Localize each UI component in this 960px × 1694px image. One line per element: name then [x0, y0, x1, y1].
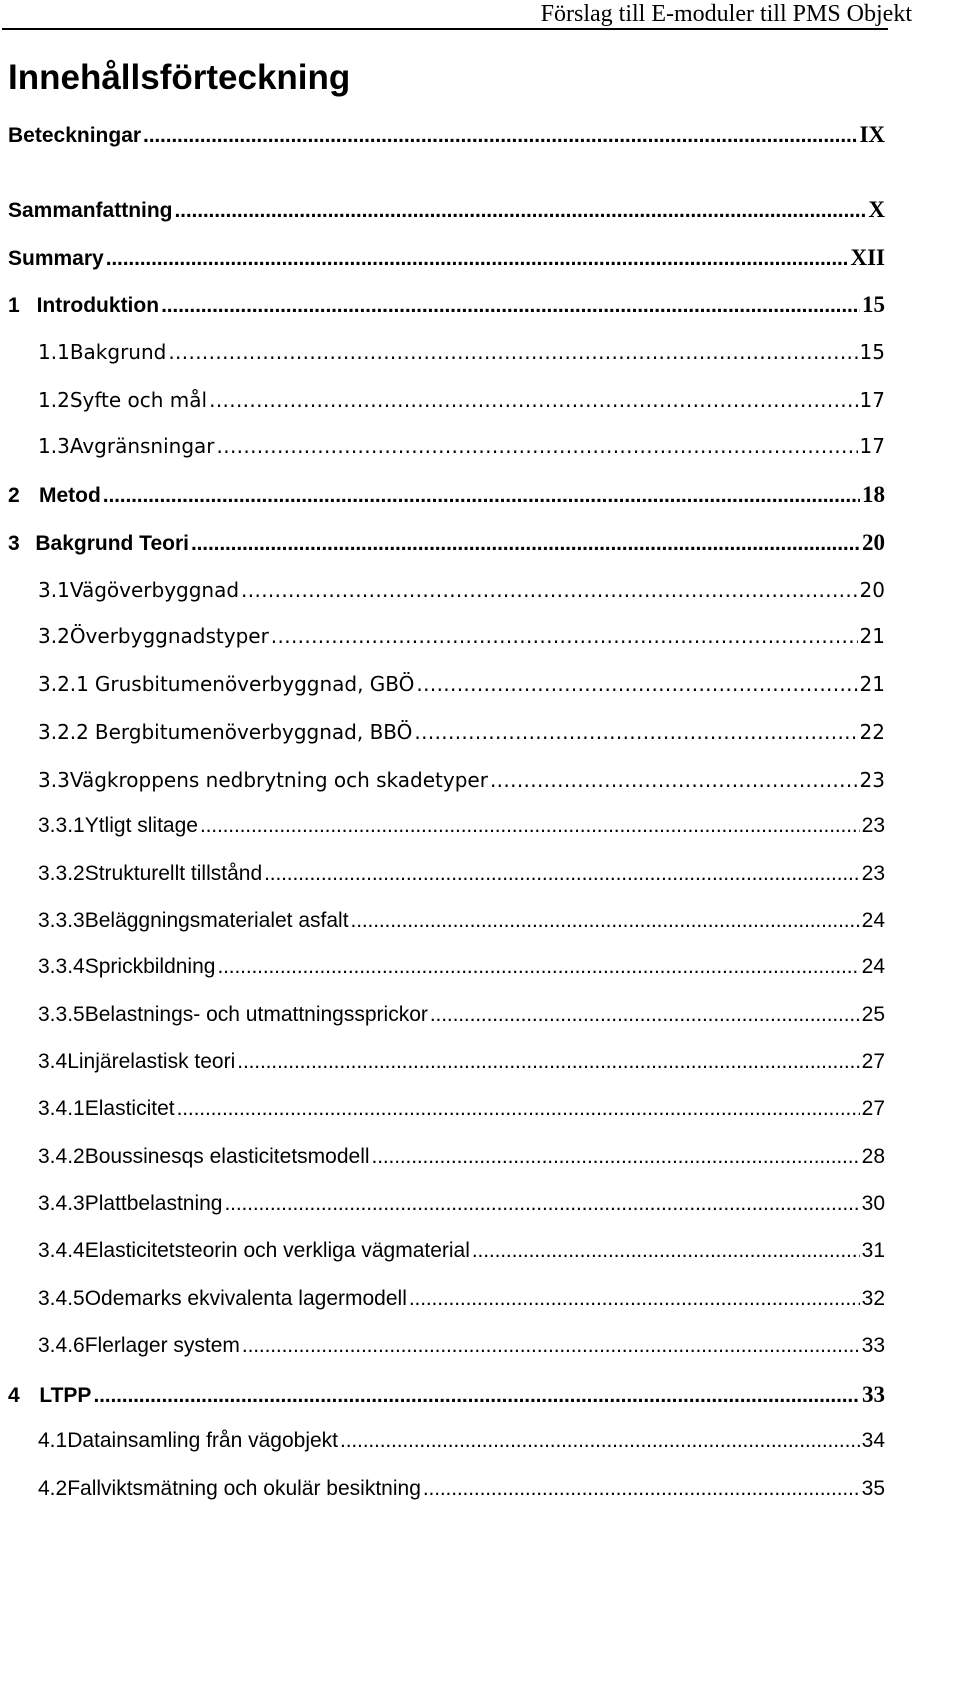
toc-entry-beteckningar[interactable] [0, 122, 885, 156]
toc-entry-3-4-2[interactable] [0, 1145, 885, 1179]
dot-leader [177, 1097, 860, 1121]
toc-entry-chapter-3[interactable] [0, 530, 885, 564]
toc-entry-page: 25 [861, 1003, 885, 1026]
toc-entry-title: Vägöverbyggnad [69, 578, 240, 602]
toc-entry-number: 3.3.4 [38, 955, 85, 978]
toc-entry-1-3[interactable] [0, 434, 885, 468]
toc-entry-number: 1.3 [38, 434, 70, 458]
dot-leader [175, 199, 867, 223]
toc-entry-page: 32 [861, 1287, 885, 1310]
toc-entry-sammanfattning[interactable] [0, 197, 885, 231]
dot-leader [103, 484, 860, 508]
dot-leader [372, 1145, 860, 1169]
dot-leader [472, 1239, 860, 1263]
toc-entry-number: 1.2 [38, 388, 70, 412]
toc-entry-page: 33 [861, 1334, 885, 1357]
toc-entry-number: 3.3.1 [38, 814, 85, 837]
toc-entry-page: 24 [861, 909, 885, 932]
toc-entry-3-2-1[interactable] [0, 672, 885, 706]
toc-entry-title: Metod [38, 484, 101, 507]
toc-entry-page: 20 [859, 578, 885, 602]
dot-leader [430, 1003, 860, 1027]
toc-entry-title: Ytligt slitage [84, 814, 198, 837]
toc-entry-number: 4 [8, 1384, 20, 1407]
toc-entry-chapter-4[interactable] [0, 1382, 885, 1416]
dot-leader [93, 1384, 860, 1408]
dot-leader [409, 1287, 860, 1311]
toc-entry-3-1[interactable] [0, 578, 885, 612]
toc-entry-1-1[interactable] [0, 340, 885, 374]
toc-entry-page: IX [859, 122, 885, 147]
toc-entry-chapter-2[interactable] [0, 482, 885, 516]
toc-entry-page: 21 [859, 624, 885, 648]
toc-entry-title: Datainsamling från vägobjekt [67, 1429, 339, 1452]
toc-entry-3-3-3[interactable] [0, 909, 885, 943]
dot-leader [209, 388, 857, 412]
toc-entry-title: Fallviktsmätning och okulär besiktning [67, 1477, 421, 1500]
dot-leader [161, 294, 860, 318]
toc-entry-title: Syfte och mål [69, 388, 208, 412]
toc-entry-3-4-1[interactable] [0, 1097, 885, 1131]
toc-entry-title: Elasticitetsteorin och verkliga vägmaterial [84, 1239, 470, 1262]
toc-entry-page: 17 [859, 388, 885, 412]
toc-entry-3-4-6[interactable] [0, 1334, 885, 1368]
toc-entry-number: 3.4.6 [38, 1334, 85, 1357]
toc-entry-title: Introduktion [36, 294, 160, 317]
toc-entry-number: 3.4.5 [38, 1287, 85, 1310]
toc-entry-page: 23 [861, 862, 885, 885]
toc-entry-title: Bergbitumenöverbyggnad, BBÖ [94, 720, 413, 744]
dot-leader [264, 862, 860, 886]
page-title: Innehållsförteckning [8, 58, 351, 97]
toc-entry-page: 18 [862, 482, 885, 507]
dot-leader [224, 1192, 859, 1216]
toc-entry-number: 3.2.2 [38, 720, 89, 744]
dot-leader [351, 909, 860, 933]
toc-entry-number: 3.1 [38, 578, 70, 602]
toc-entry-3-3-5[interactable] [0, 1003, 885, 1037]
toc-entry-title: Grusbitumenöverbyggnad, GBÖ [94, 672, 415, 696]
toc-entry-page: 31 [861, 1239, 885, 1262]
toc-entry-page: X [868, 197, 885, 222]
toc-entry-title: Sammanfattning [8, 199, 173, 222]
toc-entry-page: 15 [859, 340, 885, 364]
toc-entry-title: Boussinesqs elasticitetsmodell [84, 1145, 370, 1168]
dot-leader [271, 624, 858, 648]
toc-entry-3-4-4[interactable] [0, 1239, 885, 1273]
toc-entry-title: Flerlager system [84, 1334, 240, 1357]
toc-entry-number: 2 [8, 484, 20, 507]
dot-leader [191, 532, 860, 556]
toc-entry-4-2[interactable] [0, 1477, 885, 1511]
toc-entry-title: Linjärelastisk teori [67, 1050, 236, 1073]
toc-entry-title: Bakgrund [69, 340, 167, 364]
toc-entry-number: 3 [8, 532, 20, 555]
toc-entry-title: Avgränsningar [69, 434, 215, 458]
toc-entry-chapter-1[interactable] [0, 292, 885, 326]
dot-leader [414, 720, 857, 744]
toc-entry-3-2[interactable] [0, 624, 885, 658]
toc-entry-page: 15 [862, 292, 885, 317]
toc-entry-title: Belastnings- och utmattningssprickor [84, 1003, 428, 1026]
toc-entry-title: Odemarks ekvivalenta lagermodell [84, 1287, 407, 1310]
running-header: Förslag till E-moduler till PMS Objekt [540, 1, 912, 27]
toc-entry-number: 4.2 [38, 1477, 68, 1500]
header-rule [2, 28, 888, 30]
toc-entry-3-3-2[interactable] [0, 862, 885, 896]
toc-entry-number: 3.4.4 [38, 1239, 85, 1262]
toc-entry-page: 33 [862, 1382, 885, 1407]
toc-entry-3-3[interactable] [0, 768, 885, 802]
toc-entry-page: 17 [859, 434, 885, 458]
toc-entry-page: XII [850, 245, 885, 270]
toc-entry-number: 3.4 [38, 1050, 68, 1073]
toc-entry-title: Summary [8, 247, 104, 270]
toc-entry-page: 27 [861, 1050, 885, 1073]
dot-leader [423, 1477, 860, 1501]
toc-entry-3-4-5[interactable] [0, 1287, 885, 1321]
dot-leader [241, 578, 858, 602]
toc-entry-page: 24 [861, 955, 885, 978]
toc-entry-title: Beteckningar [8, 124, 142, 147]
toc-entry-number: 4.1 [38, 1429, 68, 1452]
toc-entry-number: 1.1 [38, 340, 70, 364]
toc-entry-3-4[interactable] [0, 1050, 885, 1084]
dot-leader [416, 672, 857, 696]
toc-entry-4-1[interactable] [0, 1429, 885, 1463]
toc-entry-3-4-3[interactable] [0, 1192, 885, 1226]
toc-entry-page: 28 [861, 1145, 885, 1168]
toc-entry-title: Överbyggnadstyper [69, 624, 269, 648]
toc-entry-title: LTPP [39, 1384, 92, 1407]
toc-entry-3-3-1[interactable] [0, 814, 885, 848]
toc-entry-number: 3.3.2 [38, 862, 85, 885]
toc-entry-page: 23 [859, 768, 885, 792]
dot-leader [217, 955, 859, 979]
toc-entry-title: Plattbelastning [84, 1192, 223, 1215]
toc-entry-number: 3.2 [38, 624, 70, 648]
dot-leader [217, 434, 858, 458]
toc-entry-title: Elasticitet [84, 1097, 175, 1120]
toc-entry-page: 22 [859, 720, 885, 744]
toc-entry-1-2[interactable] [0, 388, 885, 422]
dot-leader [237, 1050, 859, 1074]
toc-entry-title: Bakgrund Teori [35, 532, 189, 555]
dot-leader [200, 814, 860, 838]
toc-entry-title: Strukturellt tillstånd [84, 862, 263, 885]
toc-entry-3-3-4[interactable] [0, 955, 885, 989]
toc-entry-3-2-2[interactable] [0, 720, 885, 754]
toc-entry-page: 20 [862, 530, 885, 555]
dot-leader [242, 1334, 860, 1358]
toc-entry-page: 35 [861, 1477, 885, 1500]
toc-entry-number: 3.3.3 [38, 909, 85, 932]
dot-leader [106, 247, 849, 271]
toc-entry-summary[interactable] [0, 245, 885, 279]
toc-entry-number: 3.3.5 [38, 1003, 85, 1026]
toc-entry-page: 23 [861, 814, 885, 837]
dot-leader [143, 124, 857, 148]
toc-entry-page: 27 [861, 1097, 885, 1120]
toc-entry-title: Vägkroppens nedbrytning och skadetyper [69, 768, 488, 792]
toc-entry-title: Beläggningsmaterialet asfalt [84, 909, 349, 932]
dot-leader [490, 768, 858, 792]
toc-entry-title: Sprickbildning [84, 955, 216, 978]
toc-entry-number: 3.4.1 [38, 1097, 85, 1120]
toc-entry-number: 3.4.3 [38, 1192, 85, 1215]
dot-leader [340, 1429, 860, 1453]
toc-entry-number: 1 [8, 294, 20, 317]
dot-leader [168, 340, 857, 364]
toc-entry-number: 3.4.2 [38, 1145, 85, 1168]
toc-entry-page: 21 [859, 672, 885, 696]
toc-entry-number: 3.2.1 [38, 672, 89, 696]
toc-entry-number: 3.3 [38, 768, 70, 792]
toc-entry-page: 30 [861, 1192, 885, 1215]
toc-entry-page: 34 [861, 1429, 885, 1452]
